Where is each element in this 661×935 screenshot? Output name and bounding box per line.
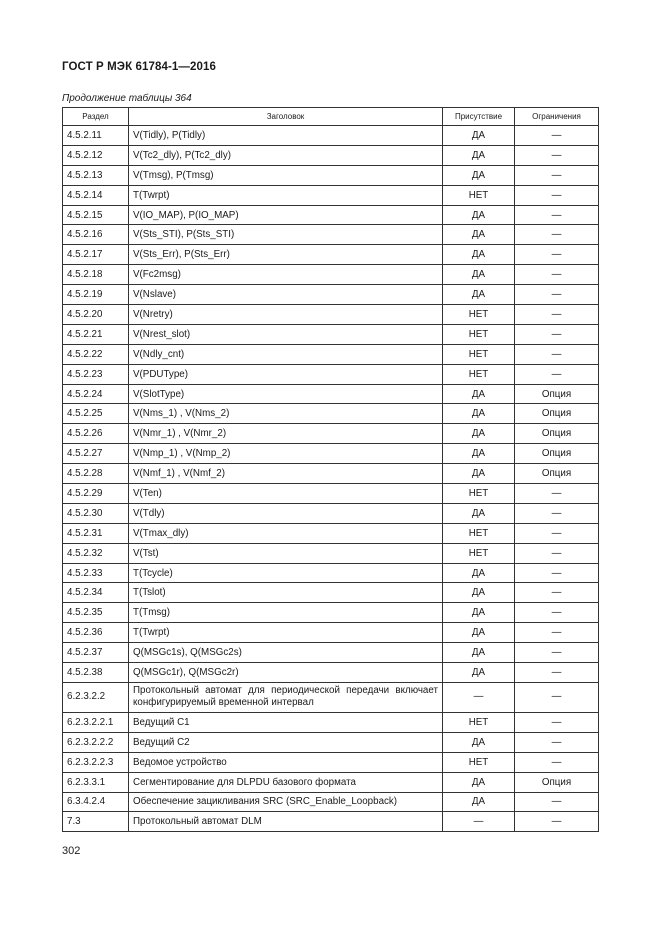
cell-title: V(Tdly) [129,503,443,523]
cell-presence: ДА [443,563,515,583]
cell-constraints: — [515,245,599,265]
cell-presence: ДА [443,464,515,484]
table-row [63,145,599,165]
table-row [63,205,599,225]
cell-title: V(Ten) [129,484,443,504]
cell-constraints: — [515,543,599,563]
cell-constraints: — [515,523,599,543]
cell-presence: ДА [443,503,515,523]
cell-title: V(Nmp_1) , V(Nmp_2) [129,444,443,464]
cell-section: 4.5.2.12 [63,145,129,165]
page-number: 302 [62,845,81,857]
cell-presence: НЕТ [443,305,515,325]
cell-section: 4.5.2.25 [63,404,129,424]
cell-constraints: — [515,682,599,712]
table-row [63,583,599,603]
cell-constraints: Опция [515,772,599,792]
cell-title: V(Fc2msg) [129,265,443,285]
table-row [63,563,599,583]
table-row [63,623,599,643]
cell-section: 4.5.2.15 [63,205,129,225]
cell-section: 4.5.2.34 [63,583,129,603]
cell-title: V(Nms_1) , V(Nms_2) [129,404,443,424]
cell-presence: ДА [443,225,515,245]
cell-presence: НЕТ [443,752,515,772]
cell-title: Протокольный автомат DLM [129,812,443,832]
cell-presence: НЕТ [443,344,515,364]
table-row [63,165,599,185]
table-row [63,752,599,772]
table-row [63,444,599,464]
cell-constraints: — [515,145,599,165]
table-row [63,712,599,732]
table-row [63,603,599,623]
cell-presence: НЕТ [443,364,515,384]
cell-presence: НЕТ [443,324,515,344]
cell-title: V(Nretry) [129,305,443,325]
cell-constraints: — [515,364,599,384]
cell-section: 4.5.2.11 [63,126,129,146]
cell-presence: ДА [443,424,515,444]
cell-title: V(IO_MAP), P(IO_MAP) [129,205,443,225]
table-row [63,126,599,146]
table-row [63,663,599,683]
cell-constraints: — [515,503,599,523]
cell-presence: ДА [443,285,515,305]
cell-title: T(Tmsg) [129,603,443,623]
cell-section: 4.5.2.28 [63,464,129,484]
cell-constraints: — [515,305,599,325]
table-row [63,792,599,812]
cell-presence: — [443,682,515,712]
cell-presence: НЕТ [443,484,515,504]
table-row [63,643,599,663]
cell-section: 6.3.4.2.4 [63,792,129,812]
cell-section: 7.3 [63,812,129,832]
cell-title: V(Sts_Err), P(Sts_Err) [129,245,443,265]
cell-section: 6.2.3.3.1 [63,772,129,792]
document-header: ГОСТ Р МЭК 61784-1—2016 [62,61,216,73]
cell-section: 4.5.2.22 [63,344,129,364]
column-header-section: Раздел [63,108,129,126]
cell-constraints: — [515,185,599,205]
cell-title: Ведущий C1 [129,712,443,732]
table-row [63,523,599,543]
cell-constraints: — [515,712,599,732]
cell-title: V(Nmf_1) , V(Nmf_2) [129,464,443,484]
cell-section: 4.5.2.18 [63,265,129,285]
cell-presence: ДА [443,404,515,424]
cell-section: 4.5.2.35 [63,603,129,623]
cell-presence: ДА [443,623,515,643]
cell-title: V(Tc2_dly), P(Tc2_dly) [129,145,443,165]
cell-constraints: — [515,484,599,504]
cell-presence: ДА [443,145,515,165]
cell-title: Ведомое устройство [129,752,443,772]
cell-presence: ДА [443,205,515,225]
cell-presence: НЕТ [443,712,515,732]
cell-title: V(Nslave) [129,285,443,305]
cell-constraints: — [515,165,599,185]
cell-section: 4.5.2.20 [63,305,129,325]
table-row [63,344,599,364]
cell-title: Q(MSGc1r), Q(MSGc2r) [129,663,443,683]
cell-title: V(Tst) [129,543,443,563]
cell-constraints: — [515,285,599,305]
cell-constraints: — [515,623,599,643]
cell-constraints: Опция [515,404,599,424]
table-row [63,285,599,305]
cell-section: 4.5.2.13 [63,165,129,185]
cell-constraints: Опция [515,444,599,464]
cell-section: 4.5.2.24 [63,384,129,404]
cell-title: V(Tmsg), P(Tmsg) [129,165,443,185]
cell-title: V(SlotType) [129,384,443,404]
cell-constraints: — [515,643,599,663]
cell-title: T(Twrpt) [129,623,443,643]
cell-section: 4.5.2.27 [63,444,129,464]
cell-title: Q(MSGc1s), Q(MSGc2s) [129,643,443,663]
cell-section: 4.5.2.19 [63,285,129,305]
cell-constraints: — [515,126,599,146]
cell-section: 4.5.2.38 [63,663,129,683]
cell-section: 4.5.2.32 [63,543,129,563]
cell-constraints: Опция [515,464,599,484]
cell-constraints: Опция [515,384,599,404]
cell-section: 4.5.2.33 [63,563,129,583]
cell-constraints: — [515,732,599,752]
cell-section: 4.5.2.16 [63,225,129,245]
cell-title: V(Tidly), P(Tidly) [129,126,443,146]
cell-presence: ДА [443,643,515,663]
table-row [63,464,599,484]
cell-section: 4.5.2.31 [63,523,129,543]
table-row [63,324,599,344]
table-row [63,245,599,265]
table-row [63,682,599,712]
table-row [63,404,599,424]
cell-presence: ДА [443,126,515,146]
table-row [63,424,599,444]
cell-section: 6.2.3.2.2.2 [63,732,129,752]
cell-section: 4.5.2.30 [63,503,129,523]
cell-section: 4.5.2.36 [63,623,129,643]
cell-presence: ДА [443,245,515,265]
table-row [63,185,599,205]
cell-title: Сегментирование для DLPDU базового формата [129,772,443,792]
cell-section: 6.2.3.2.2.3 [63,752,129,772]
table-row [63,305,599,325]
cell-constraints: — [515,205,599,225]
cell-presence: ДА [443,772,515,792]
cell-presence: НЕТ [443,543,515,563]
table-row [63,364,599,384]
cell-title: V(Ndly_cnt) [129,344,443,364]
table-row [63,384,599,404]
cell-presence: ДА [443,603,515,623]
cell-section: 4.5.2.37 [63,643,129,663]
cell-section: 6.2.3.2.2.1 [63,712,129,732]
cell-constraints: Опция [515,424,599,444]
cell-constraints: — [515,265,599,285]
cell-presence: НЕТ [443,185,515,205]
cell-constraints: — [515,324,599,344]
cell-section: 4.5.2.21 [63,324,129,344]
cell-presence: ДА [443,663,515,683]
cell-title: V(Nmr_1) , V(Nmr_2) [129,424,443,444]
cell-constraints: — [515,812,599,832]
table-row [63,484,599,504]
cell-title: V(Tmax_dly) [129,523,443,543]
cell-title: T(Tslot) [129,583,443,603]
table-caption: Продолжение таблицы 364 [62,93,192,104]
cell-constraints: — [515,603,599,623]
cell-constraints: — [515,344,599,364]
cell-presence: ДА [443,444,515,464]
cell-section: 4.5.2.17 [63,245,129,265]
cell-title: T(Tcycle) [129,563,443,583]
cell-presence: ДА [443,792,515,812]
cell-constraints: — [515,583,599,603]
cell-presence: ДА [443,384,515,404]
cell-presence: ДА [443,265,515,285]
cell-section: 4.5.2.29 [63,484,129,504]
cell-section: 4.5.2.14 [63,185,129,205]
table-row [63,772,599,792]
cell-presence: — [443,812,515,832]
table-row [63,812,599,832]
table-header-row [63,108,599,126]
table-row [63,732,599,752]
column-header-constraints: Ограничения [515,108,599,126]
cell-constraints: — [515,752,599,772]
cell-constraints: — [515,663,599,683]
cell-title: Обеспечение зацикливания SRC (SRC_Enable_Loopback) [129,792,443,812]
cell-section: 6.2.3.2.2 [63,682,129,712]
cell-title: V(PDUType) [129,364,443,384]
cell-presence: НЕТ [443,523,515,543]
specification-table [62,107,599,832]
cell-presence: ДА [443,583,515,603]
table-row [63,265,599,285]
table-row [63,503,599,523]
cell-constraints: — [515,792,599,812]
column-header-presence: Присутствие [443,108,515,126]
cell-title: Протокольный автомат для периодической передачи включает конфигурируемый временной интервал [129,682,443,712]
table-row [63,543,599,563]
cell-title: Ведущий C2 [129,732,443,752]
cell-constraints: — [515,225,599,245]
column-header-title: Заголовок [129,108,443,126]
cell-title: V(Sts_STI), P(Sts_STI) [129,225,443,245]
cell-title: T(Twrpt) [129,185,443,205]
cell-section: 4.5.2.23 [63,364,129,384]
table-row [63,225,599,245]
cell-title: V(Nrest_slot) [129,324,443,344]
cell-presence: ДА [443,165,515,185]
cell-presence: ДА [443,732,515,752]
cell-section: 4.5.2.26 [63,424,129,444]
cell-constraints: — [515,563,599,583]
